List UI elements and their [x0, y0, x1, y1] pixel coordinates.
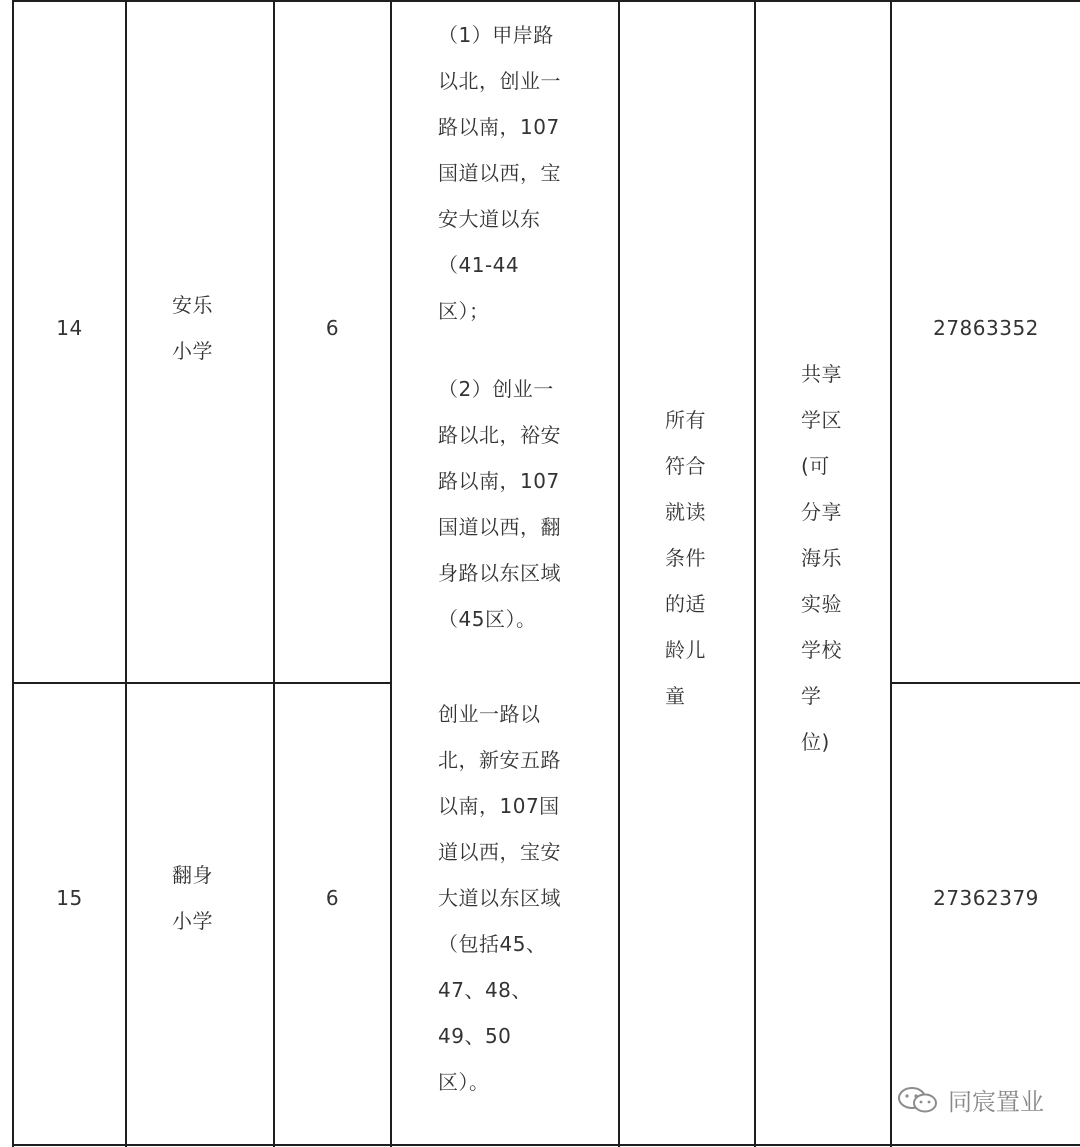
watermark-text: 同宸置业: [948, 1088, 1044, 1116]
row-index: 14: [56, 316, 83, 340]
enrollment-area: （2）创业一 路以北，裕安 路以南，107 国道以西，翻 身路以东区域 （45区）。: [438, 377, 561, 631]
school-name: 翻身 小学: [172, 863, 213, 933]
column-divider: [273, 0, 275, 1147]
phone-number: 27362379: [933, 886, 1039, 910]
table-border-left: [12, 0, 14, 1147]
column-divider: [125, 0, 127, 1147]
row-divider: [890, 682, 1080, 684]
row-index: 15: [56, 886, 83, 910]
class-count: 6: [325, 316, 340, 340]
watermark: [896, 1082, 1044, 1117]
column-divider: [618, 0, 620, 1147]
shared-district-text: 共享 学区 (可 分享 海乐 实验 学校 学 位): [801, 362, 842, 754]
enrollment-area: （1）甲岸路 以北，创业一 路以南，107 国道以西，宝 安大道以东 （41-44 区）；: [438, 23, 561, 323]
eligibility-text: 所有 符合 就读 条件 的适 龄儿 童: [665, 408, 706, 708]
phone-number: 27863352: [933, 316, 1039, 340]
table-border-top: [12, 0, 1080, 2]
column-divider: [754, 0, 756, 1147]
column-divider: [390, 0, 392, 1147]
table-border-bottom: [12, 1144, 1080, 1146]
column-divider: [890, 0, 892, 1147]
wechat-icon: [896, 1085, 940, 1115]
enrollment-area: 创业一路以 北，新安五路 以南，107国 道以西，宝安 大道以东区域 （包括45、 47、48、 49、50 区）。: [438, 702, 561, 1094]
school-name: 安乐 小学: [172, 293, 213, 363]
class-count: 6: [325, 886, 340, 910]
row-divider: [12, 682, 392, 684]
